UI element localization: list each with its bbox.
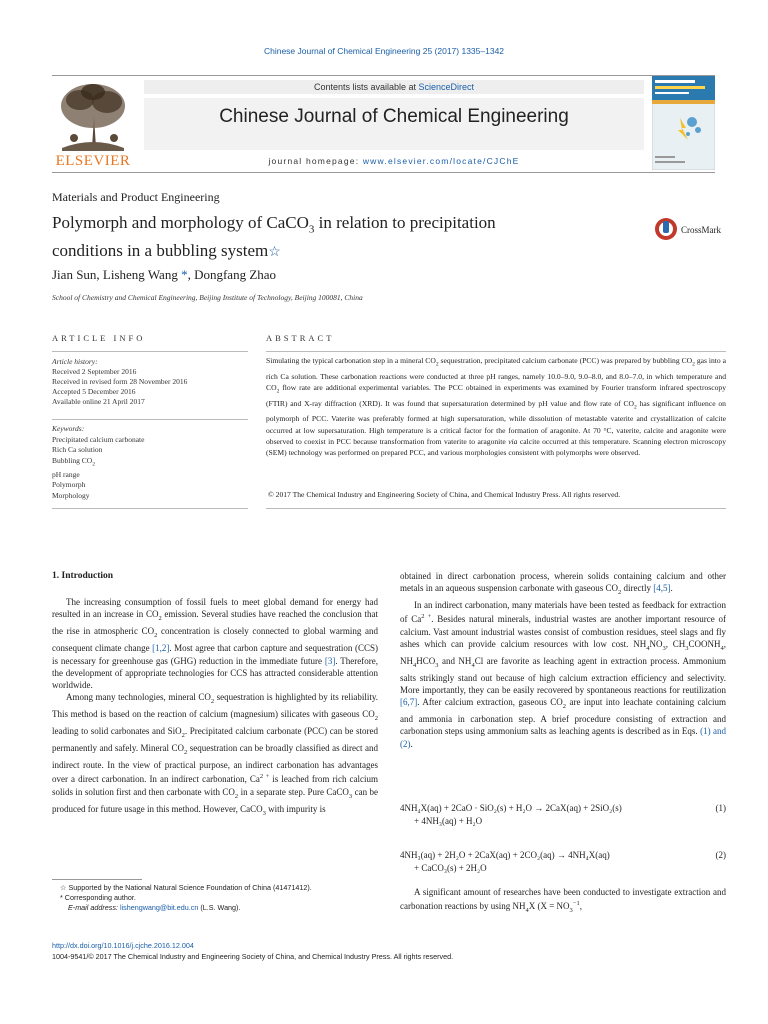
funding-footnote: ☆ Supported by the National Natural Science Foundation of China (41471412). [60, 883, 312, 892]
body-column-left [52, 570, 378, 820]
author-1: Jian Sun, [52, 267, 103, 282]
funding-star-icon[interactable]: ☆ [268, 245, 281, 261]
info-divider-2 [52, 419, 248, 420]
keyword: pH range [52, 469, 80, 479]
affiliation: School of Chemistry and Chemical Engineering, Beijing Institute of Technology, Beijing 100081, China [52, 293, 363, 302]
journal-cover-thumbnail[interactable] [652, 76, 715, 170]
equation-line: 4NH₄X(aq) + 2CaO · SiO₂(s) + H₂O → 2CaX(aq) + 2SiO₂(s) [400, 803, 622, 813]
keyword: Precipitated calcium carbonate [52, 434, 145, 444]
info-divider-bottom [52, 508, 248, 509]
title-line2: conditions in a bubbling system [52, 241, 269, 261]
history-revised: Received in revised form 28 November 2016 [52, 377, 188, 386]
doi-link[interactable]: http://dx.doi.org/10.1016/j.cjche.2016.12.004 [52, 941, 194, 950]
keyword: Bubbling $CO_2$ [52, 455, 95, 468]
keywords-title: Keywords: [52, 424, 85, 433]
abstract-text: Simulating the typical carbonation step in a mineral $CO_2$ sequestration, precipitated calcium carbonate (PCC) was prepared by bubbling $CO_2$ gas into a rich Ca solution. These carbonation reactions were conducted at three pH ranges, namely 10.0–9.0, 9.0–8.0, and 8.0–7.0, in which temperature and $CO_2$ flow rate are additional experimental variables. The PCC obtained in experiments was examined by Fourier transform infrared spectroscopy (FTIR) and X-ray diffraction (XRD). It was found that supersaturation determined by pH value and flow rate of $CO_2$ has significant influence on polymorph of PCC. Vaterite was preferably formed at high supersaturation, while dissolution of metastable vaterite and crystallization of calcite occurred at low supersaturation. High temperature is a critical factor for the formation of aragonite. At 70 °C, vaterite, calcite and aragonite were observed to coexist in PCC because transformation from vaterite to aragonite via calcite occurred at this temperature. Scanning electron microscopy (SEM) technology was performed on prepared PCC, and various morphologies consistent with polymorphs were observed. [266, 356, 726, 457]
homepage-link[interactable]: www.elsevier.com/locate/CJChE [362, 156, 520, 166]
equation-1 [400, 802, 726, 828]
article-info-heading: ARTICLE INFO [52, 333, 146, 343]
author-list [52, 267, 276, 283]
journal-header [52, 75, 715, 173]
contents-prefix: Contents lists available at [313, 82, 419, 92]
homepage-prefix: journal homepage: [268, 156, 363, 166]
equation-line: + CaCO₃(s) + 2H₂O [414, 863, 487, 873]
citation-link[interactable]: [4,5] [653, 583, 671, 594]
paragraph: The increasing consumption of fossil fuels to meet global demand for energy had resulted in an increase in $CO_2$ emission. Several studies have reached the conclusion that the rise in atmospheric $CO_2$ concentration is closely connected to global warming and consequent climate change [1,2]. Most agree that carbon capture and sequestration (CCS) is necessary for greenhouse gas (GHG) reduction in the immediate future [3]. Therefore, the development of appropriate technologies for CCS has attracted considerable attention worldwide. [52, 597, 379, 691]
author-3: , Dongfang Zhao [187, 267, 277, 282]
keyword: Polymorph [52, 480, 86, 490]
elsevier-wordmark: ELSEVIER [55, 153, 131, 169]
journal-title: Chinese Journal of Chemical Engineering [219, 106, 569, 127]
sciencedirect-link[interactable]: ScienceDirect [418, 82, 475, 92]
issn-copyright: 1004-9541/© 2017 The Chemical Industry and Engineering Society of China, and Chemical Industry Press. All rights reserved. [52, 952, 454, 961]
corresponding-author-mark[interactable]: * [181, 267, 188, 282]
keyword: Rich Ca solution [52, 445, 103, 455]
article-history [52, 357, 252, 407]
history-online: Available online 21 April 2017 [52, 397, 145, 406]
citation-link[interactable]: [1,2] [152, 643, 170, 654]
footnote-divider [52, 879, 142, 880]
title-part1: Polymorph and morphology of CaCO [52, 213, 309, 232]
equation-line: 4NH₃(aq) + 2H₂O + 2CaX(aq) + 2CO₂(aq) → 4NH₄X(aq) [400, 850, 610, 860]
section-label: Materials and Product Engineering [52, 190, 220, 204]
crossmark-badge[interactable] [654, 212, 728, 246]
body-column-right [400, 570, 726, 750]
abstract-heading: ABSTRACT [266, 333, 335, 343]
footnotes [60, 883, 380, 913]
info-divider [52, 351, 248, 352]
citation-link[interactable]: [3] [324, 655, 336, 666]
equation-number: (1) [715, 803, 726, 813]
keywords [52, 424, 252, 502]
section-heading-introduction: 1. Introduction [52, 571, 114, 581]
equation-2 [400, 849, 726, 875]
history-received: Received 2 September 2016 [52, 367, 137, 376]
contents-line [144, 80, 644, 94]
title-sub: 3 [308, 223, 315, 236]
paragraph: A significant amount of researches have been conducted to investigate extraction and carbonation reactions by using $NH_4X$ ($X = NO_3^{-1}$, [400, 887, 726, 914]
history-title: Article history: [52, 357, 98, 366]
paragraph: obtained in direct carbonation process, wherein solids containing calcium and other metals in an aqueous suspension carbonate with gaseous $CO_2$ directly [4,5]. [400, 571, 726, 596]
article-title [52, 212, 612, 263]
history-accepted: Accepted 5 December 2016 [52, 387, 136, 396]
abstract-divider [266, 351, 726, 352]
corresponding-footnote: * Corresponding author. [60, 893, 136, 902]
equation-link[interactable]: (1) and (2) [400, 726, 726, 749]
equation-number: (2) [715, 850, 726, 860]
crossmark-label: CrossMark [681, 225, 721, 235]
paragraph: Among many technologies, mineral $CO_2$ sequestration is highlighted by its reliability. This method is based on the reaction of calcium (magnesium) silicates with gaseous $CO_2$ leading to solid carbonates and SiO$_2$. Precipitated calcium carbonate (PCC) can be stored permanently and safely. Mineral $CO_2$ sequestration can be broadly classified as direct and indirect route. In the view of practical purpose, an indirect carbonation has advantages over a direct carbonation. In an indirect carbonation, $Ca^{2 +}$ is leached from rich calcium solids in solution first and then carbonate with $CO_2$ in a separate step. Pure CaCO$_3$ can be produced for future usage in this method. However, CaCO$_3$ with impurity is [52, 692, 379, 817]
author-2: Lisheng Wang [102, 267, 182, 282]
equation-line: + 4NH₃(aq) + H₂O [414, 816, 483, 826]
keyword: Morphology [52, 491, 90, 501]
email-link[interactable]: lishengwang@bit.edu.cn [119, 903, 199, 912]
journal-citation[interactable]: Chinese Journal of Chemical Engineering 25 (2017) 1335–1342 [263, 46, 505, 56]
homepage-line [144, 156, 644, 166]
body-column-right-tail [400, 886, 726, 917]
citation-link[interactable]: [6,7] [400, 697, 418, 708]
abstract-divider-bottom [266, 508, 726, 509]
abstract-copyright: © 2017 The Chemical Industry and Engineering Society of China, and Chemical Industry Press. All rights reserved. [268, 490, 621, 499]
email-footnote: E-mail address: lishengwang@bit.edu.cn (L.S. Wang). [68, 903, 241, 912]
title-part2: in relation to precipitation [314, 213, 496, 232]
paragraph: In an indirect carbonation, many materials have been tested as feedback for extraction of $Ca^{2 +}$. Besides natural minerals, industrial wastes are another important resource of calcium. Vast amount industrial wastes consist of combustion residues, steel slags and fly ashes which can provide calcium resources with low cost. $NH_4NO_3$, $CH_3COONH_4$, $NH_4HCO_3$ and $NH_4Cl$ are favorite as leaching agent in extraction process. Ammonium salts strikingly stand out because of high calcium extraction efficiency and selectivity. More importantly, they can be easily recovered by spontaneous reactions for reutilization [6,7]. After calcium extraction, gaseous $CO_2$ are input into leachate containing calcium and ammonia in carbonation step. A brief procedure consisting of extraction and carbonation steps using ammonium salts as leaching agents is described as in Eqs. (1) and (2). [400, 600, 726, 749]
